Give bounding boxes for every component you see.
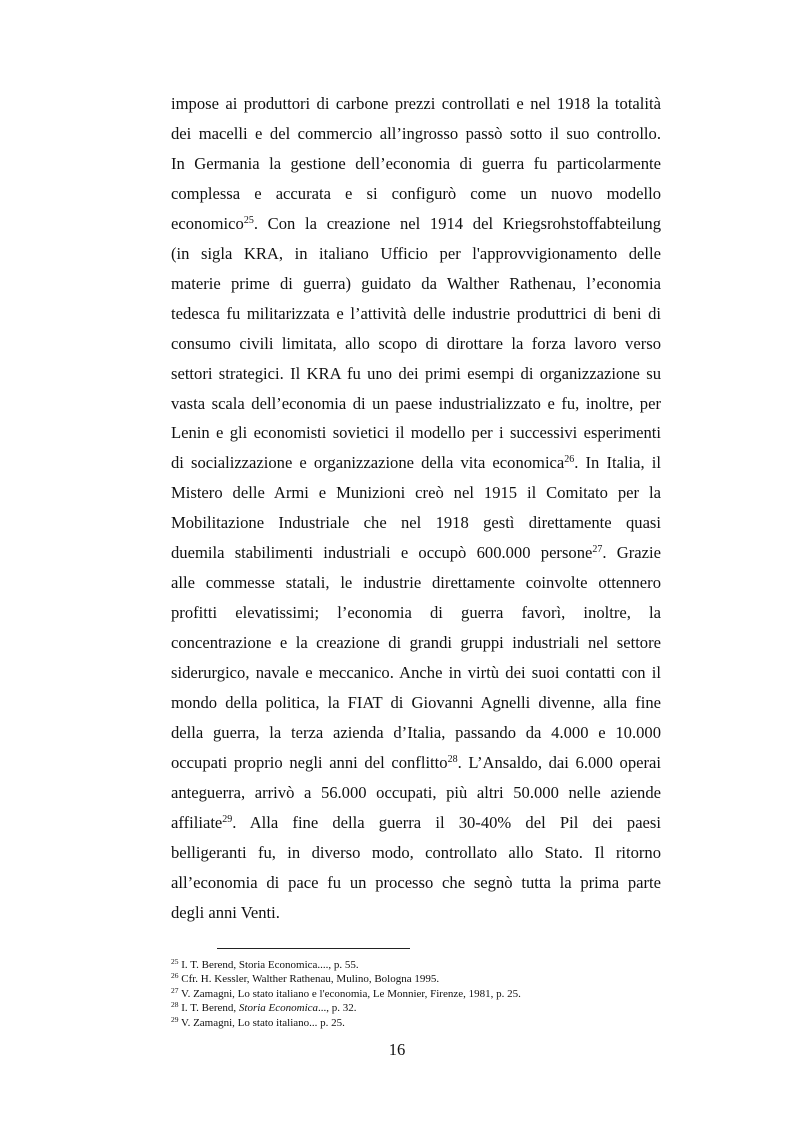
body-line: profitti elevatissimi; l’economia di guerra favorì, inoltre, la [171, 603, 661, 622]
body-line-text: affiliate [171, 813, 223, 832]
body-line: materie prime di guerra) guidato da Walther Rathenau, l’economia [171, 274, 661, 293]
body-line: belligeranti fu, in diverso modo, controllato allo Stato. Il ritorno [171, 843, 661, 862]
body-line: Lenin e gli economisti sovietici il modello per i successivi esperimenti [171, 423, 661, 442]
body-line [171, 542, 661, 564]
footnote-text: Cfr. H. Kessler, Walther Rathenau, Mulino, Bologna 1995. [178, 973, 440, 985]
footnote-ref: 28 [447, 754, 458, 765]
body-line: degli anni Venti. [171, 903, 280, 922]
body-line [171, 752, 661, 774]
page-number: 16 [388, 1040, 406, 1059]
body-line-text: duemila stabilimenti industriali e occupò 600.000 persone [171, 543, 593, 562]
body-line: settori strategici. Il KRA fu uno dei primi esempi di organizzazione su [171, 364, 661, 383]
footnote-text: V. Zamagni, Lo stato italiano... p. 25. [178, 1017, 345, 1029]
footnote-ref: 25 [243, 215, 254, 226]
body-line: all’economia di pace fu un processo che segnò tutta la prima parte [171, 873, 661, 892]
body-line: Mistero delle Armi e Munizioni creò nel 1915 il Comitato per la [171, 483, 661, 502]
footnote-number: 27 [171, 986, 179, 995]
body-line-text: di socializzazione e organizzazione della vita economica [171, 453, 565, 472]
body-line: mondo della politica, la FIAT di Giovanni Agnelli divenne, alla fine [171, 693, 661, 712]
body-line [171, 452, 661, 474]
footnote [171, 987, 671, 1001]
body-line: siderurgico, navale e meccanico. Anche in virtù dei suoi contatti con il [171, 663, 661, 682]
footnote [171, 972, 671, 986]
body-line: dei macelli e del commercio all’ingrosso passò sotto il suo controllo. [171, 124, 661, 143]
footnote-ref: 29 [222, 814, 233, 825]
footnote [171, 958, 671, 972]
footnote-number: 25 [171, 957, 179, 966]
body-line-text: . In Italia, il [574, 453, 661, 472]
footnote [171, 1016, 671, 1030]
body-line: In Germania la gestione dell’economia di guerra fu particolarmente [171, 154, 661, 173]
footnote-number: 26 [171, 971, 179, 980]
body-line: complessa e accurata e si configurò come un nuovo modello [171, 184, 661, 203]
footnote-title: Storia Economica [238, 1002, 319, 1014]
footnote-text: ..., p. 32. [318, 1002, 357, 1014]
body-line-text: . L’Ansaldo, dai 6.000 operai [457, 753, 662, 772]
body-line-text: . Alla fine della guerra il 30-40% del Pil dei paesi [232, 813, 661, 832]
footnote [171, 1001, 671, 1015]
footnote-number: 29 [171, 1015, 179, 1024]
body-line: Mobilitazione Industriale che nel 1918 gestì direttamente quasi [171, 513, 661, 532]
body-line-text: occupati proprio negli anni del conflitto [171, 753, 448, 772]
body-line [171, 213, 661, 235]
body-line: concentrazione e la creazione di grandi gruppi industriali nel settore [171, 633, 661, 652]
body-line: vasta scala dell’economia di un paese industrializzato e fu, inoltre, per [171, 394, 661, 413]
body-line: consumo civili limitata, allo scopo di dirottare la forza lavoro verso [171, 334, 661, 353]
body-line: tedesca fu militarizzata e l’attività delle industrie produttrici di beni di [171, 304, 661, 323]
body-line: anteguerra, arrivò a 56.000 occupati, più altri 50.000 nelle aziende [171, 783, 661, 802]
footnote-number: 28 [171, 1000, 179, 1009]
footnote-ref: 26 [564, 454, 575, 465]
footnote-ref: 27 [592, 544, 603, 555]
body-line [171, 812, 661, 834]
footnote-separator [217, 948, 410, 949]
footnote-text: V. Zamagni, Lo stato italiano e l'economia, Le Monnier, Firenze, 1981, p. 25. [178, 988, 521, 1000]
footnote-text: I. T. Berend, [178, 1002, 239, 1014]
footnote-text: I. T. Berend, Storia Economica...., p. 55. [178, 959, 359, 971]
body-line: (in sigla KRA, in italiano Ufficio per l'approvvigionamento delle [171, 244, 661, 263]
body-line: della guerra, la terza azienda d’Italia, passando da 4.000 e 10.000 [171, 723, 661, 742]
body-line-text: . Con la creazione nel 1914 del Kriegsrohstoffabteilung [253, 214, 661, 233]
body-line-text: . Grazie [602, 543, 661, 562]
body-line: alle commesse statali, le industrie direttamente coinvolte ottennero [171, 573, 661, 592]
body-line: impose ai produttori di carbone prezzi controllati e nel 1918 la totalità [171, 94, 661, 113]
body-line-text: economico [171, 214, 244, 233]
